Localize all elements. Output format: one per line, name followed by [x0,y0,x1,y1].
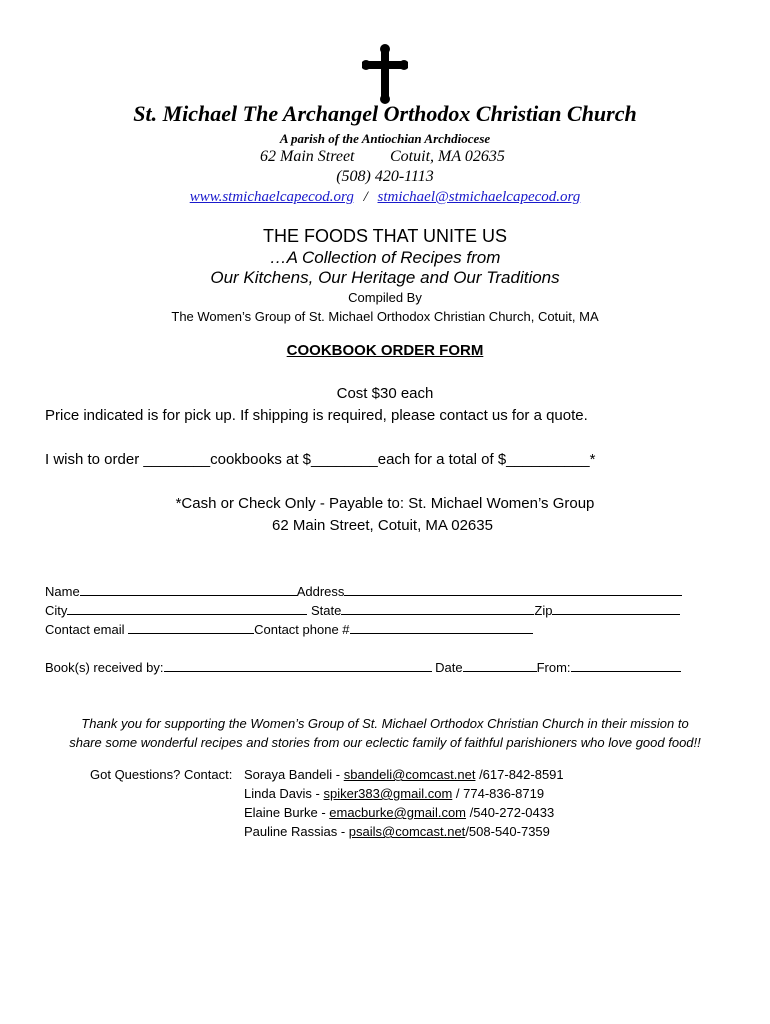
received-field[interactable] [164,659,432,672]
contact-item: Linda Davis - spiker383@gmail.com / 774-836-8719 [244,786,545,801]
address-label: Address [296,584,345,599]
web-email-line [0,189,770,206]
cost-text: Cost $30 each [336,385,434,402]
city-address: Cotuit, MA 02635 [390,148,505,165]
city-label: City [45,603,68,618]
address-field[interactable] [344,583,682,596]
order-form-heading: COOKBOOK ORDER FORM [286,342,484,359]
zip-label: Zip [534,603,553,618]
received-row [45,659,681,675]
thanks-line-2: share some wonderful recipes and stories from our eclectic family of faithful parishioners who love good food!! [69,735,701,750]
orthodox-cross-icon [362,44,408,104]
compiled-group: The Women’s Group of St. Michael Orthodox Christian Church, Cotuit, MA [171,309,599,324]
zip-field[interactable] [552,602,680,615]
contact-item: Elaine Burke - emacburke@gmail.com /540-272-0433 [244,805,555,820]
contacts-intro: Got Questions? Contact: [90,767,233,782]
date-field[interactable] [463,659,537,672]
price-note: Price indicated is for pick up. If shipping is required, please contact us for a quote. [45,407,588,424]
order-quantity-line[interactable]: I wish to order ________cookbooks at $________each for a total of $__________* [45,451,596,468]
name-label: Name [45,584,80,599]
contact-row [45,621,533,637]
church-email-link[interactable]: stmichael@stmichaelcapecod.org [377,189,581,205]
contact-email-link[interactable]: spiker383@gmail.com [323,786,453,801]
contact-phone-field[interactable] [350,621,533,634]
date-label: Date [435,660,463,675]
book-subtitle-1: …A Collection of Recipes from [269,248,501,267]
contact-email-label: Contact email [45,622,125,637]
from-label: From: [536,660,571,675]
book-subtitle-2: Our Kitchens, Our Heritage and Our Traditions [210,268,560,287]
contact-email-field[interactable] [128,621,254,634]
website-link[interactable]: www.stmichaelcapecod.org [189,189,354,205]
contact-email-link[interactable]: emacburke@gmail.com [329,805,467,820]
book-title: THE FOODS THAT UNITE US [262,226,508,246]
from-field[interactable] [571,659,681,672]
compiled-by: Compiled By [348,290,422,305]
received-label: Book(s) received by: [45,660,164,675]
state-label: State [311,603,342,618]
payment-instructions: *Cash or Check Only - Payable to: St. Michael Women’s Group [175,495,595,512]
contact-item: Soraya Bandeli - sbandeli@comcast.net /617-842-8591 [244,767,564,782]
payment-address: 62 Main Street, Cotuit, MA 02635 [272,517,493,534]
church-phone: (508) 420-1113 [336,168,434,185]
contact-email-link[interactable]: sbandeli@comcast.net [343,767,476,782]
separator: / [363,189,368,205]
state-field[interactable] [341,602,534,615]
contact-email-link[interactable]: psails@comcast.net [348,824,466,839]
name-row [45,583,682,599]
contact-item: Pauline Rassias - psails@comcast.net/508-540-7359 [244,824,550,839]
street-address: 62 Main Street [260,148,355,165]
parish-line: A parish of the Antiochian Archdiocese [279,131,491,146]
name-field[interactable] [80,583,297,596]
church-name: St. Michael The Archangel Orthodox Christian Church [133,101,637,126]
contact-phone-label: Contact phone # [254,622,350,637]
city-field[interactable] [67,602,307,615]
city-row [45,602,680,618]
thanks-line-1: Thank you for supporting the Women’s Group of St. Michael Orthodox Christian Church in their mission to [81,716,689,731]
